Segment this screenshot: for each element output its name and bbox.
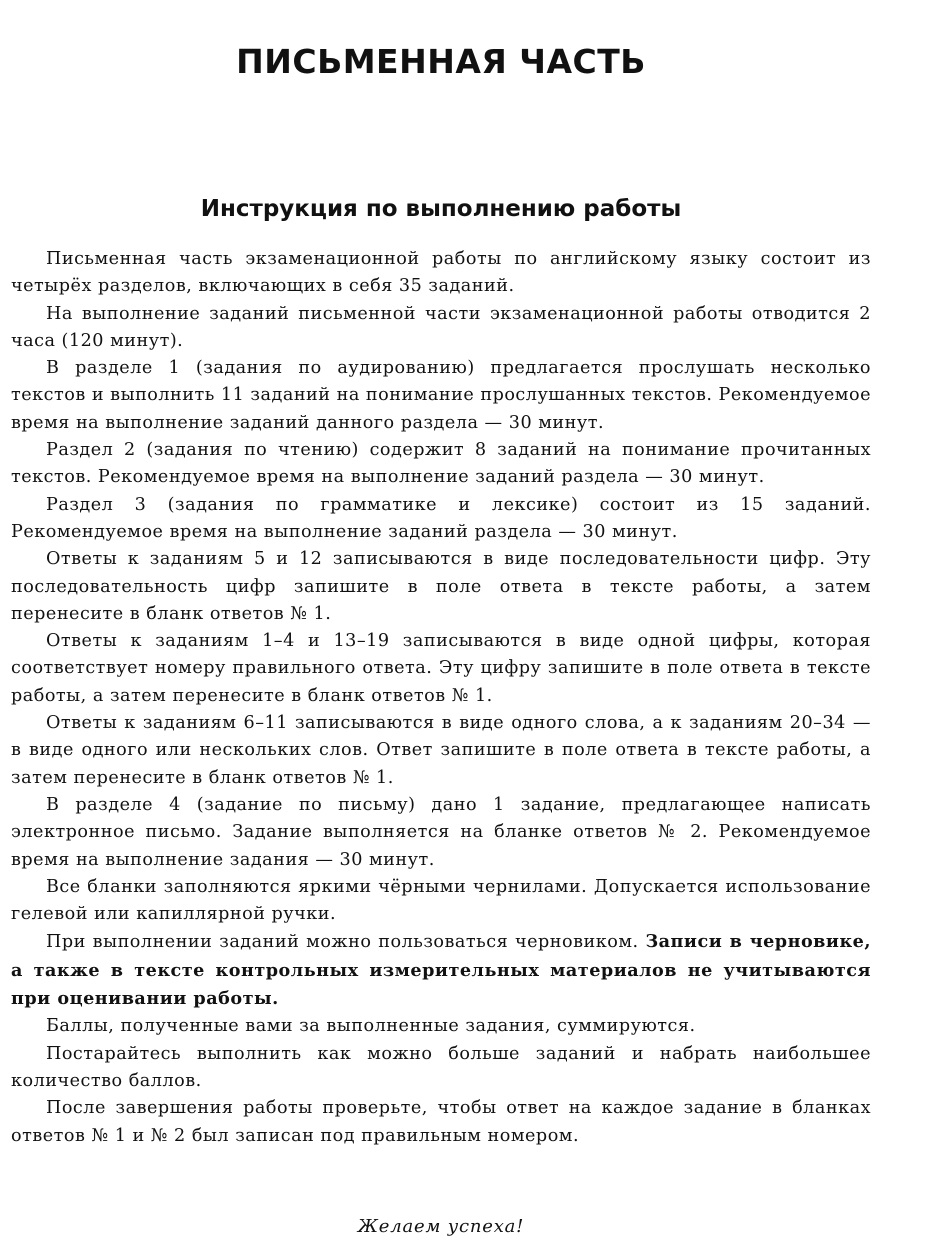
page-title: ПИСЬМЕННАЯ ЧАСТЬ [236, 42, 646, 81]
paragraph-sections-overview: Письменная часть экзаменационной работы по английскому языку состоит из четырёх разделов, включающих в себя 35 заданий. [11, 249, 871, 297]
paragraph-section-2: Раздел 2 (задания по чтению) содержит 8 заданий на понимание прочитанных текстов. Рекомендуемое время на выполнение заданий раздела — 30 минут. [11, 440, 871, 488]
paragraph-section-1: В разделе 1 (задания по аудированию) предлагается прослушать несколько текстов и выполнить 11 заданий на понимание прослушанных текстов. Рекомендуемое время на выполнение заданий данного раздела — 30 минут. [11, 358, 871, 433]
paragraph-max-score: Постарайтесь выполнить как можно больше заданий и набрать наибольшее количество баллов. [11, 1043, 871, 1091]
instructions-body [11, 246, 871, 1150]
paragraph-final-check: После завершения работы проверьте, чтобы ответ на каждое задание в бланках ответов № 1 и № 2 был записан под правильным номером. [11, 1098, 871, 1146]
paragraph-total-time: На выполнение заданий письменной части экзаменационной работы отводится 2 часа (120 минут). [11, 303, 871, 351]
paragraph-answers-1-4-13-19: Ответы к заданиям 1–4 и 13–19 записываются в виде одной цифры, которая соответствует номеру правильного ответа. Эту цифру запишите в поле ответа в тексте работы, а затем перенесите в бланк ответов № 1. [11, 631, 871, 706]
instructions-heading: Инструкция по выполнению работы [200, 196, 682, 222]
draft-note-bold: Записи в черновике, а также в тексте контрольных измерительных материалов не учитываются при оценивании работы. [11, 931, 871, 1010]
draft-note-lead: При выполнении заданий можно пользоваться черновиком. [46, 932, 646, 953]
paragraph-answers-6-11-20-34: Ответы к заданиям 6–11 записываются в виде одного слова, а к заданиям 20–34 — в виде одного или нескольких слов. Ответ запишите в поле ответа в тексте работы, а затем перенесите в бланк ответов № 1. [11, 713, 871, 788]
closing-wish: Желаем успеха! [357, 1216, 525, 1237]
paragraph-scores-summed: Баллы, полученные вами за выполненные задания, суммируются. [46, 1016, 696, 1037]
paragraph-section-3: Раздел 3 (задания по грамматике и лексике) состоит из 15 заданий. Рекомендуемое время на выполнение заданий раздела — 30 минут. [11, 494, 871, 542]
paragraph-draft-note [11, 928, 871, 1013]
paragraph-section-4: В разделе 4 (задание по письму) дано 1 задание, предлагающее написать электронное письмо. Задание выполняется на бланке ответов № 2. Рекомендуемое время на выполнение задания — 30 минут. [11, 794, 871, 870]
paragraph-answers-5-12: Ответы к заданиям 5 и 12 записываются в виде последовательности цифр. Эту последовательность цифр запишите в поле ответа в тексте работы, а затем перенесите в бланк ответов № 1. [11, 549, 871, 624]
paragraph-ink: Все бланки заполняются яркими чёрными чернилами. Допускается использование гелевой или капиллярной ручки. [11, 876, 871, 925]
